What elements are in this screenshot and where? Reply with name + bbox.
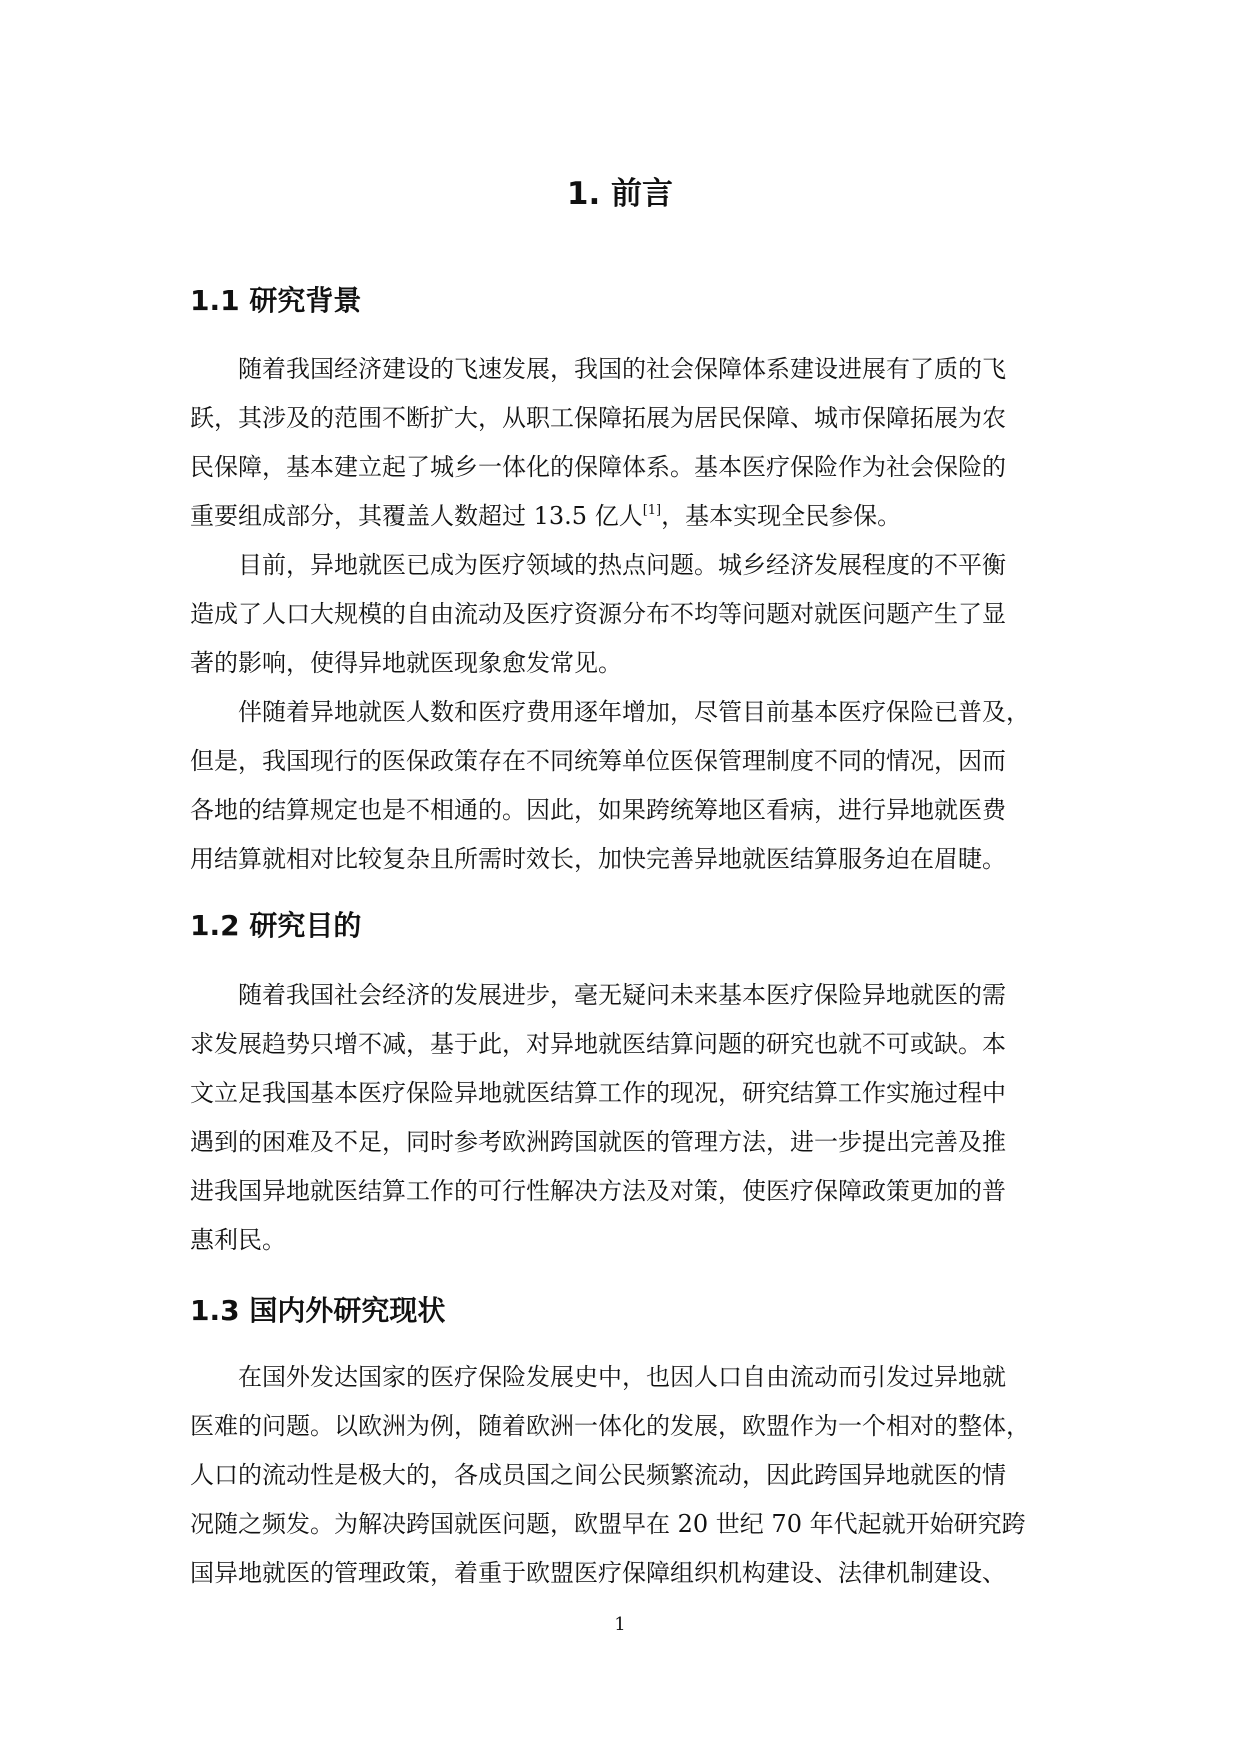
text-line: 国异地就医的管理政策，着重于欧盟医疗保障组织机构建设、法律机制建设、 xyxy=(190,1559,1006,1587)
text-line: 民保障，基本建立起了城乡一体化的保障体系。基本医疗保险作为社会保险的 xyxy=(190,453,1006,481)
paragraph-background-1 xyxy=(190,345,1050,541)
text-line: 伴随着异地就医人数和医疗费用逐年增加，尽管目前基本医疗保险已普及， xyxy=(238,698,1030,726)
text-line: 进我国异地就医结算工作的可行性解决方法及对策，使医疗保障政策更加的普 xyxy=(190,1177,1006,1205)
text-line: 随着我国经济建设的飞速发展，我国的社会保障体系建设进展有了质的飞 xyxy=(238,355,1006,383)
text-line: 遇到的困难及不足，同时参考欧洲跨国就医的管理方法，进一步提出完善及推 xyxy=(190,1128,1006,1156)
paragraph-purpose-1 xyxy=(190,971,1050,1265)
text-line: 惠利民。 xyxy=(190,1226,286,1254)
chapter-title: 1. 前言 xyxy=(566,176,674,212)
text-line: 随着我国社会经济的发展进步，毫无疑问未来基本医疗保险异地就医的需 xyxy=(238,981,1006,1009)
section-heading-1-1: 1.1 研究背景 xyxy=(190,284,362,317)
page-number: 1 xyxy=(614,1614,626,1635)
paragraph-background-2 xyxy=(190,541,1050,688)
text-line xyxy=(190,492,1050,541)
text-line: 况随之频发。为解决跨国就医问题，欧盟早在 20 世纪 70 年代起就开始研究跨 xyxy=(190,1510,1026,1538)
text-line: 造成了人口大规模的自由流动及医疗资源分布不均等问题对就医问题产生了显 xyxy=(190,600,1006,628)
paragraph-background-3 xyxy=(190,688,1050,884)
text-segment: ，基本实现全民参保。 xyxy=(661,502,902,530)
text-line: 著的影响，使得异地就医现象愈发常见。 xyxy=(190,649,622,677)
section-heading-1-2: 1.2 研究目的 xyxy=(190,909,362,942)
text-line: 各地的结算规定也是不相通的。因此，如果跨统筹地区看病，进行异地就医费 xyxy=(190,796,1006,824)
text-line: 求发展趋势只增不减，基于此，对异地就医结算问题的研究也就不可或缺。本 xyxy=(190,1030,1006,1058)
text-line: 文立足我国基本医疗保险异地就医结算工作的现况，研究结算工作实施过程中 xyxy=(190,1079,1006,1107)
text-line: 医难的问题。以欧洲为例，随着欧洲一体化的发展，欧盟作为一个相对的整体， xyxy=(190,1412,1030,1440)
text-line: 跃，其涉及的范围不断扩大，从职工保障拓展为居民保障、城市保障拓展为农 xyxy=(190,404,1006,432)
text-line: 用结算就相对比较复杂且所需时效长，加快完善异地就医结算服务迫在眉睫。 xyxy=(190,845,1006,873)
section-heading-1-3: 1.3 国内外研究现状 xyxy=(190,1294,446,1327)
text-line: 在国外发达国家的医疗保险发展史中，也因人口自由流动而引发过异地就 xyxy=(238,1363,1006,1391)
text-line: 目前，异地就医已成为医疗领域的热点问题。城乡经济发展程度的不平衡 xyxy=(238,551,1006,579)
text-line: 但是，我国现行的医保政策存在不同统筹单位医保管理制度不同的情况，因而 xyxy=(190,747,1006,775)
paragraph-status-1 xyxy=(190,1353,1050,1598)
text-segment: 重要组成部分，其覆盖人数超过 13.5 亿人 xyxy=(190,502,643,530)
text-line: 人口的流动性是极大的，各成员国之间公民频繁流动，因此跨国异地就医的情 xyxy=(190,1461,1006,1489)
citation-marker: [1] xyxy=(642,503,662,518)
